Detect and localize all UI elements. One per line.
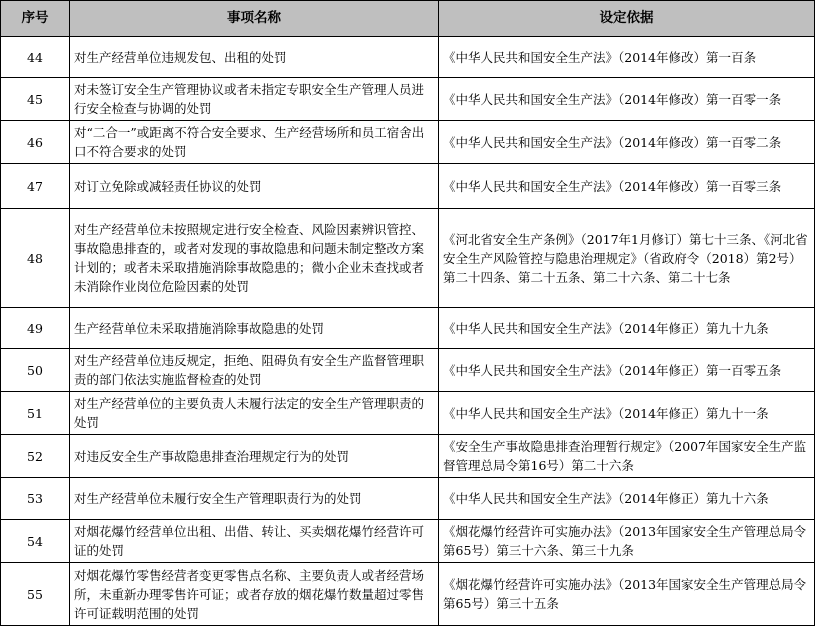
row-legal-basis: 《中华人民共和国安全生产法》（2014年修改）第一百条 bbox=[439, 37, 815, 78]
row-item-name: 对“二合一”或距离不符合安全要求、生产经营场所和员工宿舍出口不符合要求的处罚 bbox=[70, 121, 439, 164]
table-row bbox=[1, 435, 815, 478]
row-legal-basis: 《中华人民共和国安全生产法》（2014年修改）第一百零三条 bbox=[439, 164, 815, 209]
table-row bbox=[1, 164, 815, 209]
row-item-name: 生产经营单位未采取措施消除事故隐患的处罚 bbox=[70, 308, 439, 349]
row-item-name: 对生产经营单位未按照规定进行安全检查、风险因素辨识管控、事故隐患排查的，或者对发现的事故隐患和问题未制定整改方案计划的；或者未采取措施消除事故隐患的；微小企业未查找或者未消除作业岗位危险因素的处罚 bbox=[70, 209, 439, 308]
row-item-name: 对违反安全生产事故隐患排查治理规定行为的处罚 bbox=[70, 435, 439, 478]
row-legal-basis: 《中华人民共和国安全生产法》（2014年修正）第一百零五条 bbox=[439, 349, 815, 392]
row-number: 44 bbox=[1, 37, 70, 78]
header-number: 序号 bbox=[1, 1, 70, 37]
row-legal-basis: 《烟花爆竹经营许可实施办法》（2013年国家安全生产管理总局令第65号）第三十六条、第三十九条 bbox=[439, 520, 815, 563]
row-item-name: 对订立免除或减轻责任协议的处罚 bbox=[70, 164, 439, 209]
row-number: 48 bbox=[1, 209, 70, 308]
row-item-name: 对生产经营单位的主要负责人未履行法定的安全生产管理职责的处罚 bbox=[70, 392, 439, 435]
row-legal-basis: 《中华人民共和国安全生产法》（2014年修正）第九十九条 bbox=[439, 308, 815, 349]
row-legal-basis: 《中华人民共和国安全生产法》（2014年修正）第九十一条 bbox=[439, 392, 815, 435]
row-legal-basis: 《中华人民共和国安全生产法》（2014年修改）第一百零二条 bbox=[439, 121, 815, 164]
row-item-name: 对生产经营单位违规发包、出租的处罚 bbox=[70, 37, 439, 78]
row-legal-basis: 《中华人民共和国安全生产法》（2014年修改）第一百零一条 bbox=[439, 78, 815, 121]
table-row bbox=[1, 349, 815, 392]
row-number: 52 bbox=[1, 435, 70, 478]
row-number: 53 bbox=[1, 478, 70, 520]
table-row bbox=[1, 209, 815, 308]
header-item-name: 事项名称 bbox=[70, 1, 439, 37]
row-number: 50 bbox=[1, 349, 70, 392]
table-header-row bbox=[1, 1, 815, 37]
row-number: 51 bbox=[1, 392, 70, 435]
row-item-name: 对生产经营单位违反规定，拒绝、阻碍负有安全生产监督管理职责的部门依法实施监督检查的处罚 bbox=[70, 349, 439, 392]
table-row bbox=[1, 520, 815, 563]
table-row bbox=[1, 37, 815, 78]
row-legal-basis: 《中华人民共和国安全生产法》（2014年修正）第九十六条 bbox=[439, 478, 815, 520]
row-number: 49 bbox=[1, 308, 70, 349]
header-legal-basis: 设定依据 bbox=[439, 1, 815, 37]
row-legal-basis: 《烟花爆竹经营许可实施办法》（2013年国家安全生产管理总局令第65号）第三十五条 bbox=[439, 563, 815, 626]
row-legal-basis: 《安全生产事故隐患排查治理暂行规定》（2007年国家安全生产监督管理总局令第16号）第二十六条 bbox=[439, 435, 815, 478]
table-row bbox=[1, 563, 815, 626]
row-legal-basis: 《河北省安全生产条例》（2017年1月修订）第七十三条、《河北省安全生产风险管控与隐患治理规定》（省政府令（2018）第2号）第二十四条、第二十五条、第二十六条、第二十七条 bbox=[439, 209, 815, 308]
row-number: 47 bbox=[1, 164, 70, 209]
row-number: 55 bbox=[1, 563, 70, 626]
row-number: 46 bbox=[1, 121, 70, 164]
row-item-name: 对烟花爆竹经营单位出租、出借、转让、买卖烟花爆竹经营许可证的处罚 bbox=[70, 520, 439, 563]
row-number: 45 bbox=[1, 78, 70, 121]
row-item-name: 对未签订安全生产管理协议或者未指定专职安全生产管理人员进行安全检查与协调的处罚 bbox=[70, 78, 439, 121]
row-item-name: 对生产经营单位未履行安全生产管理职责行为的处罚 bbox=[70, 478, 439, 520]
table-row bbox=[1, 478, 815, 520]
row-item-name: 对烟花爆竹零售经营者变更零售点名称、主要负责人或者经营场所，未重新办理零售许可证；或者存放的烟花爆竹数量超过零售许可证载明范围的处罚 bbox=[70, 563, 439, 626]
table-row bbox=[1, 392, 815, 435]
table-row bbox=[1, 308, 815, 349]
table-row bbox=[1, 78, 815, 121]
table-row bbox=[1, 121, 815, 164]
row-number: 54 bbox=[1, 520, 70, 563]
